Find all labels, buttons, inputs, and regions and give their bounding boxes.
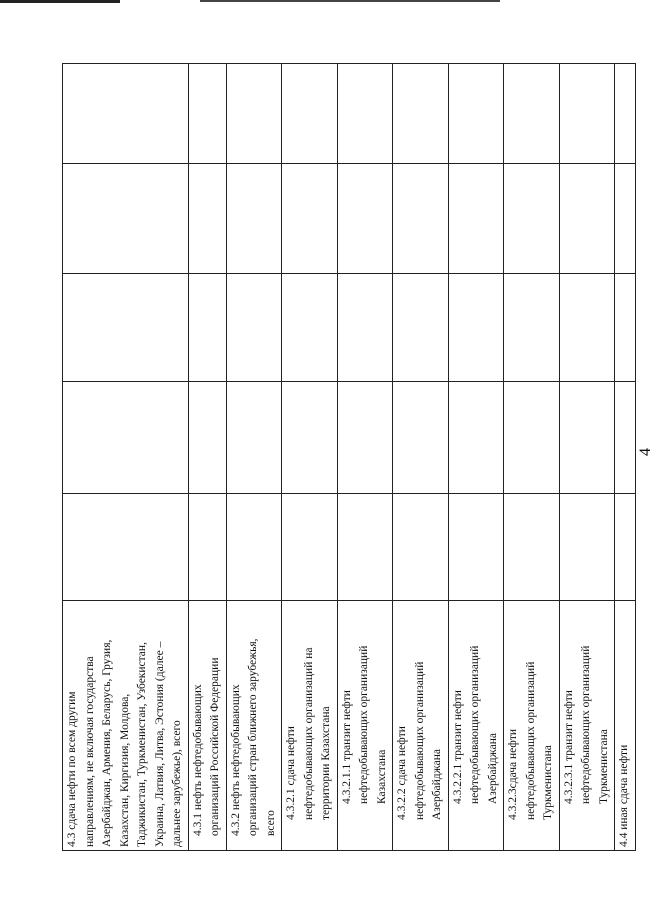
- table-cell: [559, 164, 615, 274]
- table-row: [448, 64, 504, 851]
- table-cell: [188, 274, 226, 382]
- table-cell: [226, 164, 282, 274]
- table-cell: [337, 274, 393, 382]
- table-row: [226, 64, 282, 851]
- row-label: 4.4 иная сдача нефти: [615, 601, 636, 851]
- table-cell: [188, 64, 226, 164]
- table-cell: [393, 382, 449, 494]
- table-cell: [63, 274, 189, 382]
- table-cell: [63, 382, 189, 494]
- row-label: 4.3.2.3сдача нефти нефтедобывающих организаций Туркменистана: [504, 601, 560, 851]
- table-cell: [226, 64, 282, 164]
- row-label: 4.3.2.1 сдача нефти нефтедобывающих организаций на территории Казахстана: [282, 601, 338, 851]
- table-cell: [282, 64, 338, 164]
- rotated-table-sheet: [62, 64, 630, 851]
- row-label: 4.3.2.2.1 транзит нефти нефтедобывающих организаций Азербайджана: [448, 601, 504, 851]
- table-cell: [226, 382, 282, 494]
- table-row: [63, 64, 189, 851]
- table-cell: [615, 64, 636, 164]
- table-row: [504, 64, 560, 851]
- table-cell: [615, 382, 636, 494]
- table-cell: [559, 274, 615, 382]
- table-cell: [63, 64, 189, 164]
- table-row: [282, 64, 338, 851]
- table-cell: [504, 274, 560, 382]
- table-cell: [504, 494, 560, 601]
- table-cell: [559, 382, 615, 494]
- table-cell: [559, 494, 615, 601]
- table-cell: [448, 274, 504, 382]
- table-row: [393, 64, 449, 851]
- table-cell: [226, 494, 282, 601]
- table-cell: [188, 164, 226, 274]
- row-label: 4.3.2.3.1 транзит нефти нефтедобывающих организаций Туркменистана: [559, 601, 615, 851]
- table-cell: [615, 274, 636, 382]
- table-cell: [63, 494, 189, 601]
- row-label: 4.3.2.2 сдача нефти нефтедобывающих организаций Азербайджана: [393, 601, 449, 851]
- table-row: [337, 64, 393, 851]
- table-cell: [504, 164, 560, 274]
- table-cell: [393, 64, 449, 164]
- table-cell: [337, 382, 393, 494]
- table-cell: [282, 274, 338, 382]
- table-row: [188, 64, 226, 851]
- table-cell: [615, 494, 636, 601]
- row-label: 4.3.2 нефть нефтедобывающих организаций стран ближнего зарубежья, всего: [226, 601, 282, 851]
- table-cell: [282, 494, 338, 601]
- table-cell: [337, 64, 393, 164]
- row-label: 4.3.2.1.1 транзит нефти нефтедобывающих организаций Казахстана: [337, 601, 393, 851]
- table-cell: [188, 494, 226, 601]
- table-cell: [63, 164, 189, 274]
- table-cell: [504, 64, 560, 164]
- row-label: 4.3 сдача нефти по всем другим направлениям, не включая государства Азербайджан, Армения, Беларусь, Грузия, Казахстан, Киргизия, Молдова, Таджикистан, Туркменистан, Узбекистан, Украина, Латвия, Литва, Эстония (далее – дальнее зарубежье), всего: [63, 601, 189, 851]
- table-cell: [504, 382, 560, 494]
- table-cell: [393, 494, 449, 601]
- data-table: [62, 63, 636, 851]
- table-cell: [448, 164, 504, 274]
- table-cell: [282, 164, 338, 274]
- table-cell: [282, 382, 338, 494]
- table-cell: [615, 164, 636, 274]
- table-cell: [393, 274, 449, 382]
- table-cell: [448, 64, 504, 164]
- table-row: [615, 64, 636, 851]
- table-row: [559, 64, 615, 851]
- table-cell: [188, 382, 226, 494]
- table-cell: [337, 164, 393, 274]
- table-cell: [393, 164, 449, 274]
- table-cell: [448, 494, 504, 601]
- table-cell: [337, 494, 393, 601]
- table-cell: [559, 64, 615, 164]
- top-scan-rule: [0, 0, 640, 6]
- table-cell: [226, 274, 282, 382]
- page-number: 4: [637, 448, 654, 456]
- row-label: 4.3.1 нефть нефтедобывающих организаций Российской Федерации: [188, 601, 226, 851]
- table-cell: [448, 382, 504, 494]
